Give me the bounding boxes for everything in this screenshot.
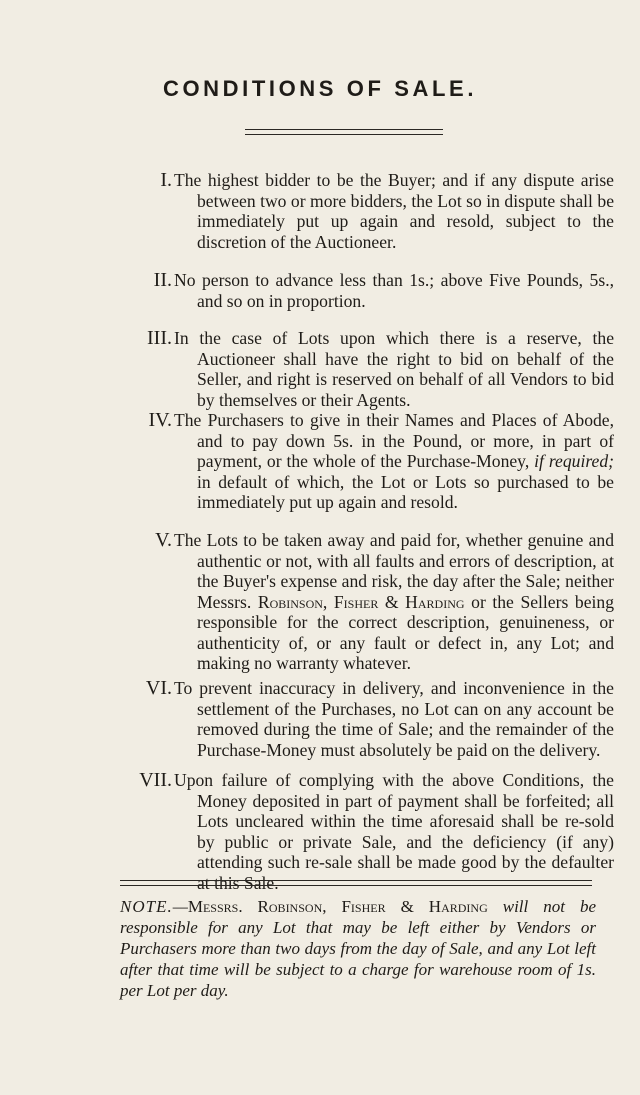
condition-numeral: III. [147, 327, 172, 349]
note-divider [120, 880, 592, 886]
condition-numeral: I. [160, 169, 172, 191]
condition-numeral: IV. [148, 409, 172, 431]
condition-text [174, 530, 614, 674]
condition-text-part: or the Sellers being responsible for the correct description, genuineness, or authenticity of, or any fault or defect in, any Lot; and making no warranty whatever. [197, 591, 614, 673]
condition-text: In the case of Lots upon which there is a reserve, the Auctioneer shall have the right to bid on behalf of the Seller, and right is reserved on behalf of all Vendors to bid by themselves or their Agents. [174, 328, 614, 410]
firm-name: Robinson, Fisher & Harding [257, 591, 465, 612]
note-dash: — [172, 897, 188, 916]
condition-numeral: VII. [139, 769, 172, 791]
condition-text: The highest bidder to be the Buyer; and if any dispute arise between two or more bidders, the Lot so in dispute shall be immediately put up again and resold, subject to the discretion of the Auctioneer. [174, 170, 614, 252]
condition-text: Upon failure of complying with the above Conditions, the Money deposited in part of payment shall be forfeited; all Lots uncleared within the time aforesaid shall be re-sold by public or private Sale, and the deficiency (if any) attending such re-sale shall be made good by the defaulter at this Sale. [174, 770, 614, 893]
title-divider [245, 129, 443, 135]
condition-text-part: The Purchasers to give in their Names and Places of Abode, and to pay down 5s. in the Pound, or more, in part of payment, or the whole of the Purchase-Money, [174, 410, 614, 471]
note-heading: NOTE. [120, 897, 173, 916]
condition-text-part: in default of which, the Lot or Lots so purchased to be immediately put up again and resold. [197, 471, 614, 512]
page-title: CONDITIONS OF SALE. [162, 76, 478, 101]
note-paragraph [120, 896, 596, 1001]
condition-text [174, 410, 614, 513]
condition-text: No person to advance less than 1s.; above Five Pounds, 5s., and so on in proportion. [174, 270, 614, 311]
note-text: will not be responsible for any Lot that may be left either by Vendors or Purchasers more than two days from the day of Sale, and any Lot left after that time will be subject to a charge for warehouse room of 1s. per Lot per day. [120, 897, 597, 1000]
condition-numeral: VI. [145, 677, 172, 699]
condition-text: To prevent inaccuracy in delivery, and inconvenience in the settlement of the Purchases, no Lot can on any account be removed during the time of Sale; and the remainder of the Purchase-Money must absolutely be paid on the delivery. [174, 678, 614, 760]
condition-text-part: The Lots to be taken away and paid for, whether genuine and authentic or not, with all faults and errors of description, at the Buyer's expense and risk, the day after the Sale; neither Messrs. [174, 530, 614, 612]
condition-numeral: II. [153, 269, 172, 291]
note-firm-name: Messrs. Robinson, Fisher & Harding [187, 897, 488, 916]
condition-numeral: V. [155, 529, 172, 551]
condition-text-italic: if required; [534, 451, 614, 471]
